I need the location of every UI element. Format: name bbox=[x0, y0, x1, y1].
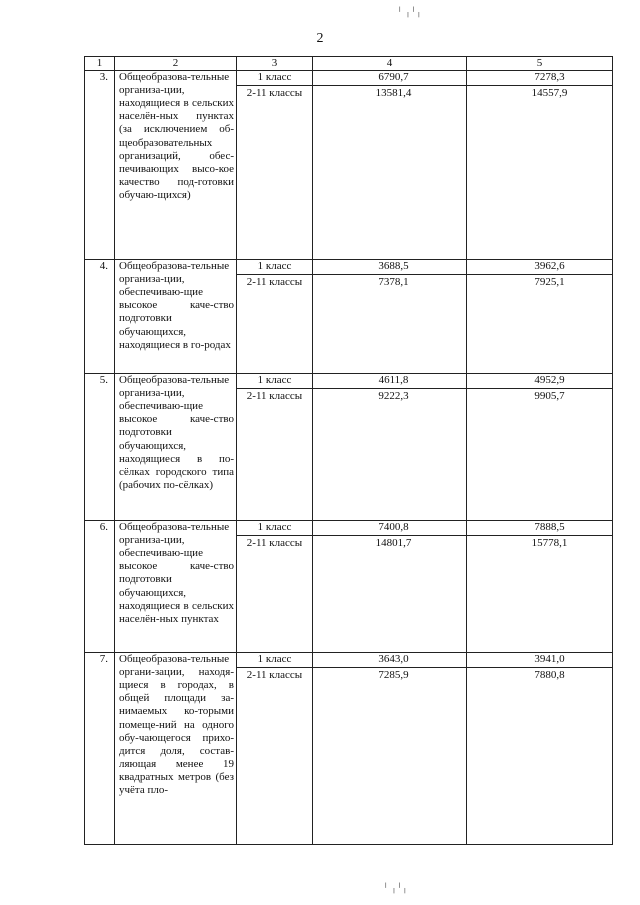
table-row bbox=[85, 374, 613, 521]
col5-rest: 7925,1 bbox=[534, 276, 565, 289]
table-row bbox=[85, 653, 613, 845]
col4-cell bbox=[313, 374, 467, 521]
col4-rest: 7378,1 bbox=[378, 276, 409, 289]
header-col-2: 2 bbox=[115, 57, 237, 71]
col5-first: 7888,5 bbox=[467, 521, 612, 536]
col5-rest: 14557,9 bbox=[531, 87, 568, 100]
class-cell bbox=[237, 260, 313, 374]
header-col-4: 4 bbox=[313, 57, 467, 71]
row-number: 3. bbox=[85, 71, 115, 260]
class-cell bbox=[237, 521, 313, 653]
header-col-3: 3 bbox=[237, 57, 313, 71]
col5-first: 3962,6 bbox=[467, 260, 612, 275]
row-number: 6. bbox=[85, 521, 115, 653]
row-description: Общеобразова-тельные организа-ции, обеспечиваю-щие высокое каче-ство подготовки обучающихся, находящиеся в сельских населён-ных пунктах bbox=[115, 521, 237, 653]
col5-cell bbox=[467, 71, 613, 260]
class-first: 1 класс bbox=[237, 653, 312, 668]
col4-rest: 9222,3 bbox=[378, 390, 409, 403]
col4-cell bbox=[313, 71, 467, 260]
col4-rest: 13581,4 bbox=[375, 87, 412, 100]
class-cell bbox=[237, 71, 313, 260]
col4-cell bbox=[313, 260, 467, 374]
class-rest: 2-11 классы bbox=[246, 276, 303, 289]
col4-first: 3643,0 bbox=[313, 653, 466, 668]
col5-rest: 15778,1 bbox=[531, 537, 568, 550]
row-description: Общеобразова-тельные организа-ции, находящиеся в сельских населён-ных пунктах (за исключением об-щеобразовательных организаций, обес-печивающих высо-кое качество под-готовки обучаю-щихся) bbox=[115, 71, 237, 260]
col5-rest: 9905,7 bbox=[534, 390, 565, 403]
table-row bbox=[85, 521, 613, 653]
row-number: 4. bbox=[85, 260, 115, 374]
row-description: Общеобразова-тельные организа-ции, обеспечиваю-щие высокое каче-ство подготовки обучающихся, находящиеся в го-родах bbox=[115, 260, 237, 374]
class-rest: 2-11 классы bbox=[246, 669, 303, 682]
class-first: 1 класс bbox=[237, 260, 312, 275]
row-number: 5. bbox=[85, 374, 115, 521]
col5-cell bbox=[467, 260, 613, 374]
class-rest: 2-11 классы bbox=[246, 537, 303, 550]
class-first: 1 класс bbox=[237, 71, 312, 86]
class-cell bbox=[237, 374, 313, 521]
scan-artifact-top: ╵ ╷╵╷ bbox=[397, 8, 422, 18]
col5-rest: 7880,8 bbox=[534, 669, 565, 682]
class-first: 1 класс bbox=[237, 374, 312, 389]
class-rest: 2-11 классы bbox=[246, 390, 303, 403]
col5-cell bbox=[467, 521, 613, 653]
col5-cell bbox=[467, 374, 613, 521]
class-rest: 2-11 классы bbox=[246, 87, 303, 100]
col4-cell bbox=[313, 653, 467, 845]
table-row bbox=[85, 71, 613, 260]
col4-first: 3688,5 bbox=[313, 260, 466, 275]
page-number: 2 bbox=[316, 31, 324, 46]
col4-rest: 14801,7 bbox=[375, 537, 412, 550]
col4-cell bbox=[313, 521, 467, 653]
col5-first: 4952,9 bbox=[467, 374, 612, 389]
allocation-table bbox=[84, 56, 613, 845]
header-col-5: 5 bbox=[467, 57, 613, 71]
col4-first: 4611,8 bbox=[313, 374, 466, 389]
scan-artifact-bottom: ╵ ╷╵╷ bbox=[383, 884, 408, 894]
row-description: Общеобразова-тельные организа-ции, обеспечиваю-щие высокое каче-ство подготовки обучающихся, находящиеся в по-сёлках городского типа (рабочих по-сёлках) bbox=[115, 374, 237, 521]
col5-cell bbox=[467, 653, 613, 845]
row-number: 7. bbox=[85, 653, 115, 845]
table-row bbox=[85, 260, 613, 374]
col5-first: 3941,0 bbox=[467, 653, 612, 668]
header-row bbox=[85, 57, 613, 71]
col4-rest: 7285,9 bbox=[378, 669, 409, 682]
col4-first: 7400,8 bbox=[313, 521, 466, 536]
header-col-1: 1 bbox=[85, 57, 115, 71]
class-cell bbox=[237, 653, 313, 845]
class-first: 1 класс bbox=[237, 521, 312, 536]
row-description: Общеобразова-тельные органи-зации, находя-щиеся в городах, в общей площади за-нимаемых ко-торыми помеще-ний на одного обу-чающегося прихо-дится доля, состав-ляющая менее 19 квадратных метров (без учёта пло- bbox=[115, 653, 237, 845]
col4-first: 6790,7 bbox=[313, 71, 466, 86]
col5-first: 7278,3 bbox=[467, 71, 612, 86]
